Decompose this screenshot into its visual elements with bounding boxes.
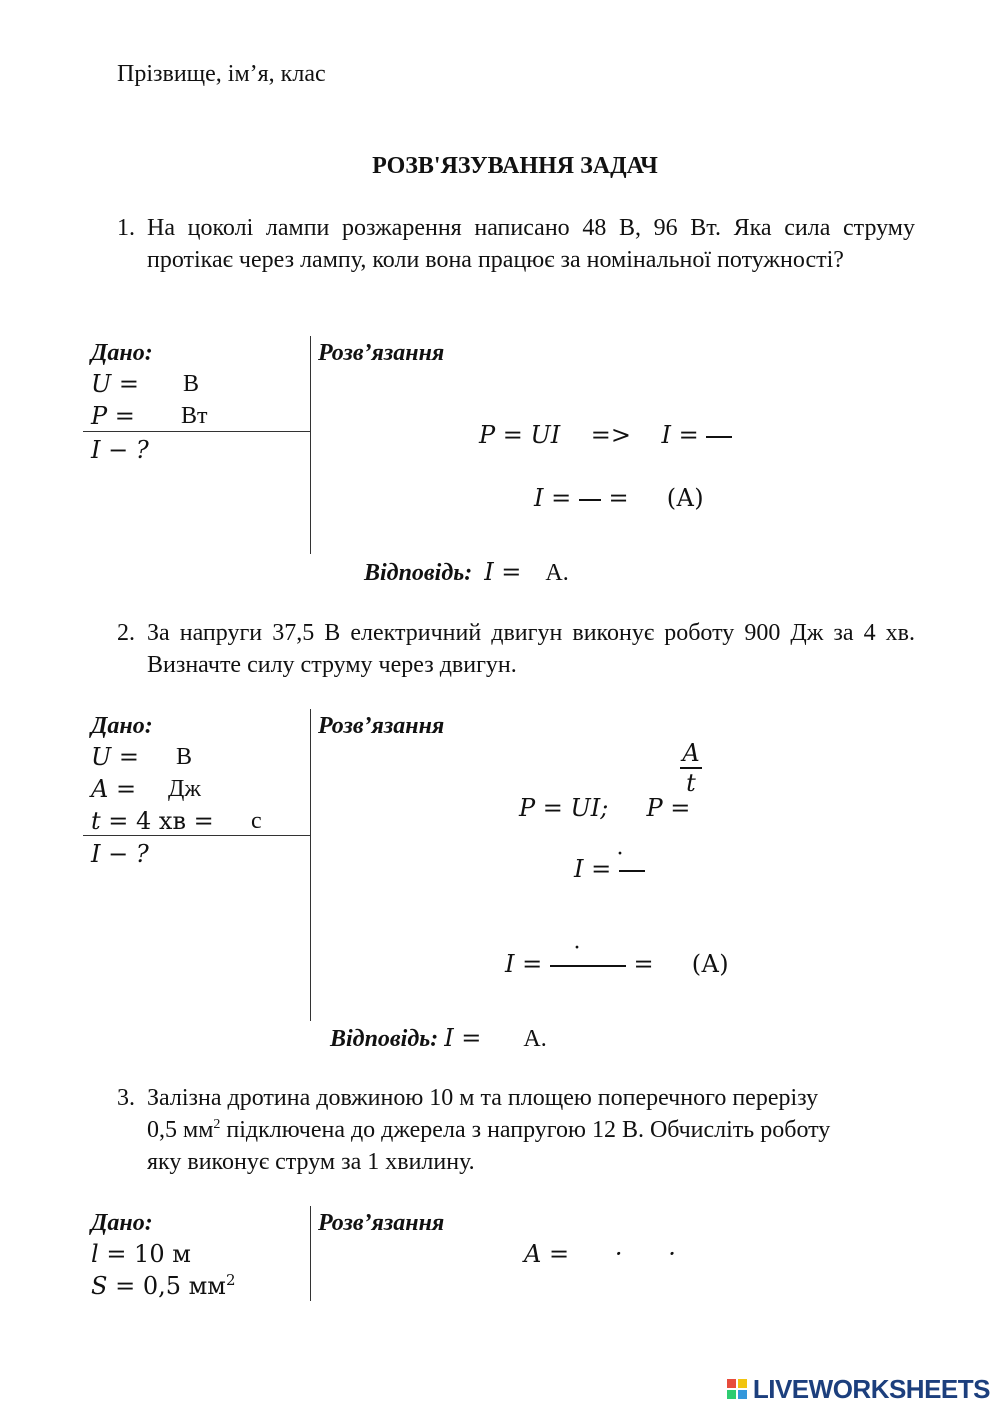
task-number: 3. [117,1085,135,1111]
given-label: Дано: [91,713,153,739]
formula-work: A = · · [524,1240,676,1268]
given-voltage-unit: В [183,371,200,397]
formula-power: P = UI => I = [467,387,732,452]
solution-divider [310,336,311,554]
fraction-denominator: t [686,769,696,797]
given-voltage: U = [91,743,139,771]
formula-current-calc: I = = (А) [505,950,729,978]
fraction-numerator: A [682,739,700,767]
given-work-unit: Дж [168,776,201,802]
given-area: S = 0,5 $мм^2$ [91,1271,236,1300]
given-power: P = [91,402,135,430]
given-power-unit: Вт [181,403,208,429]
logo-wordmark: LIVEWORKSHEETS [752,1374,990,1404]
formula-current: I = [562,821,645,886]
task-text-line-1: Залізна дротина довжиною 10 м та площею поперечного перерізу [147,1085,819,1111]
formula-current: I = = (А) [534,484,704,512]
fraction-bar [579,499,601,501]
task-number: 1. [117,215,135,241]
fraction-dot: · [616,841,624,867]
task-number: 2. [117,620,135,646]
solution-divider [310,709,311,1021]
given-time-unit: с [251,808,262,834]
given-divider [83,835,310,836]
given-voltage-unit: В [176,744,193,770]
given-voltage: U = [91,370,139,398]
find-current: I − ? [91,436,149,464]
task-text-line-2: 0,5 $мм^2$ підключена до джерела з напругою 12 В. Обчисліть роботу [147,1117,831,1143]
formula-power: P = UI; P = [519,794,698,822]
name-class-line: Прізвище, ім’я, клас [117,61,326,87]
fraction-dot: · [573,935,581,961]
solution-label: Розв’язання [318,1210,445,1236]
formula-fraction [680,740,702,796]
liveworksheets-logo [727,1374,990,1405]
given-work: A = [91,775,137,803]
given-time: t = 4 хв = [91,807,214,835]
task-text-line-3: яку виконує струм за 1 хвилину. [147,1149,475,1175]
fraction-bar [706,436,732,438]
given-length: l = 10 м [91,1240,191,1268]
given-divider [83,431,310,432]
given-label: Дано: [91,1210,153,1236]
fraction-bar [619,870,645,872]
task-text: За напруги 37,5 В електричний двигун виконує роботу 900 Дж за 4 хв. Визначте силу струму через двигун. [147,620,915,678]
solution-divider [310,1206,311,1301]
answer-line: Відповідь: I = А. [330,1024,547,1052]
page-title: РОЗВ'ЯЗУВАННЯ ЗАДАЧ [372,153,658,179]
answer-line: Відповідь: I = А. [364,558,569,586]
find-current: I − ? [91,840,149,868]
solution-label: Розв’язання [318,713,445,739]
fraction-bar [550,965,626,967]
task-text: На цоколі лампи розжарення написано 48 В, 96 Вт. Яка сила струму протікає через лампу, коли вона працює за номінальної потужності? [147,215,915,273]
solution-label: Розв’язання [318,340,445,366]
logo-icon [727,1379,749,1401]
given-label: Дано: [91,340,153,366]
